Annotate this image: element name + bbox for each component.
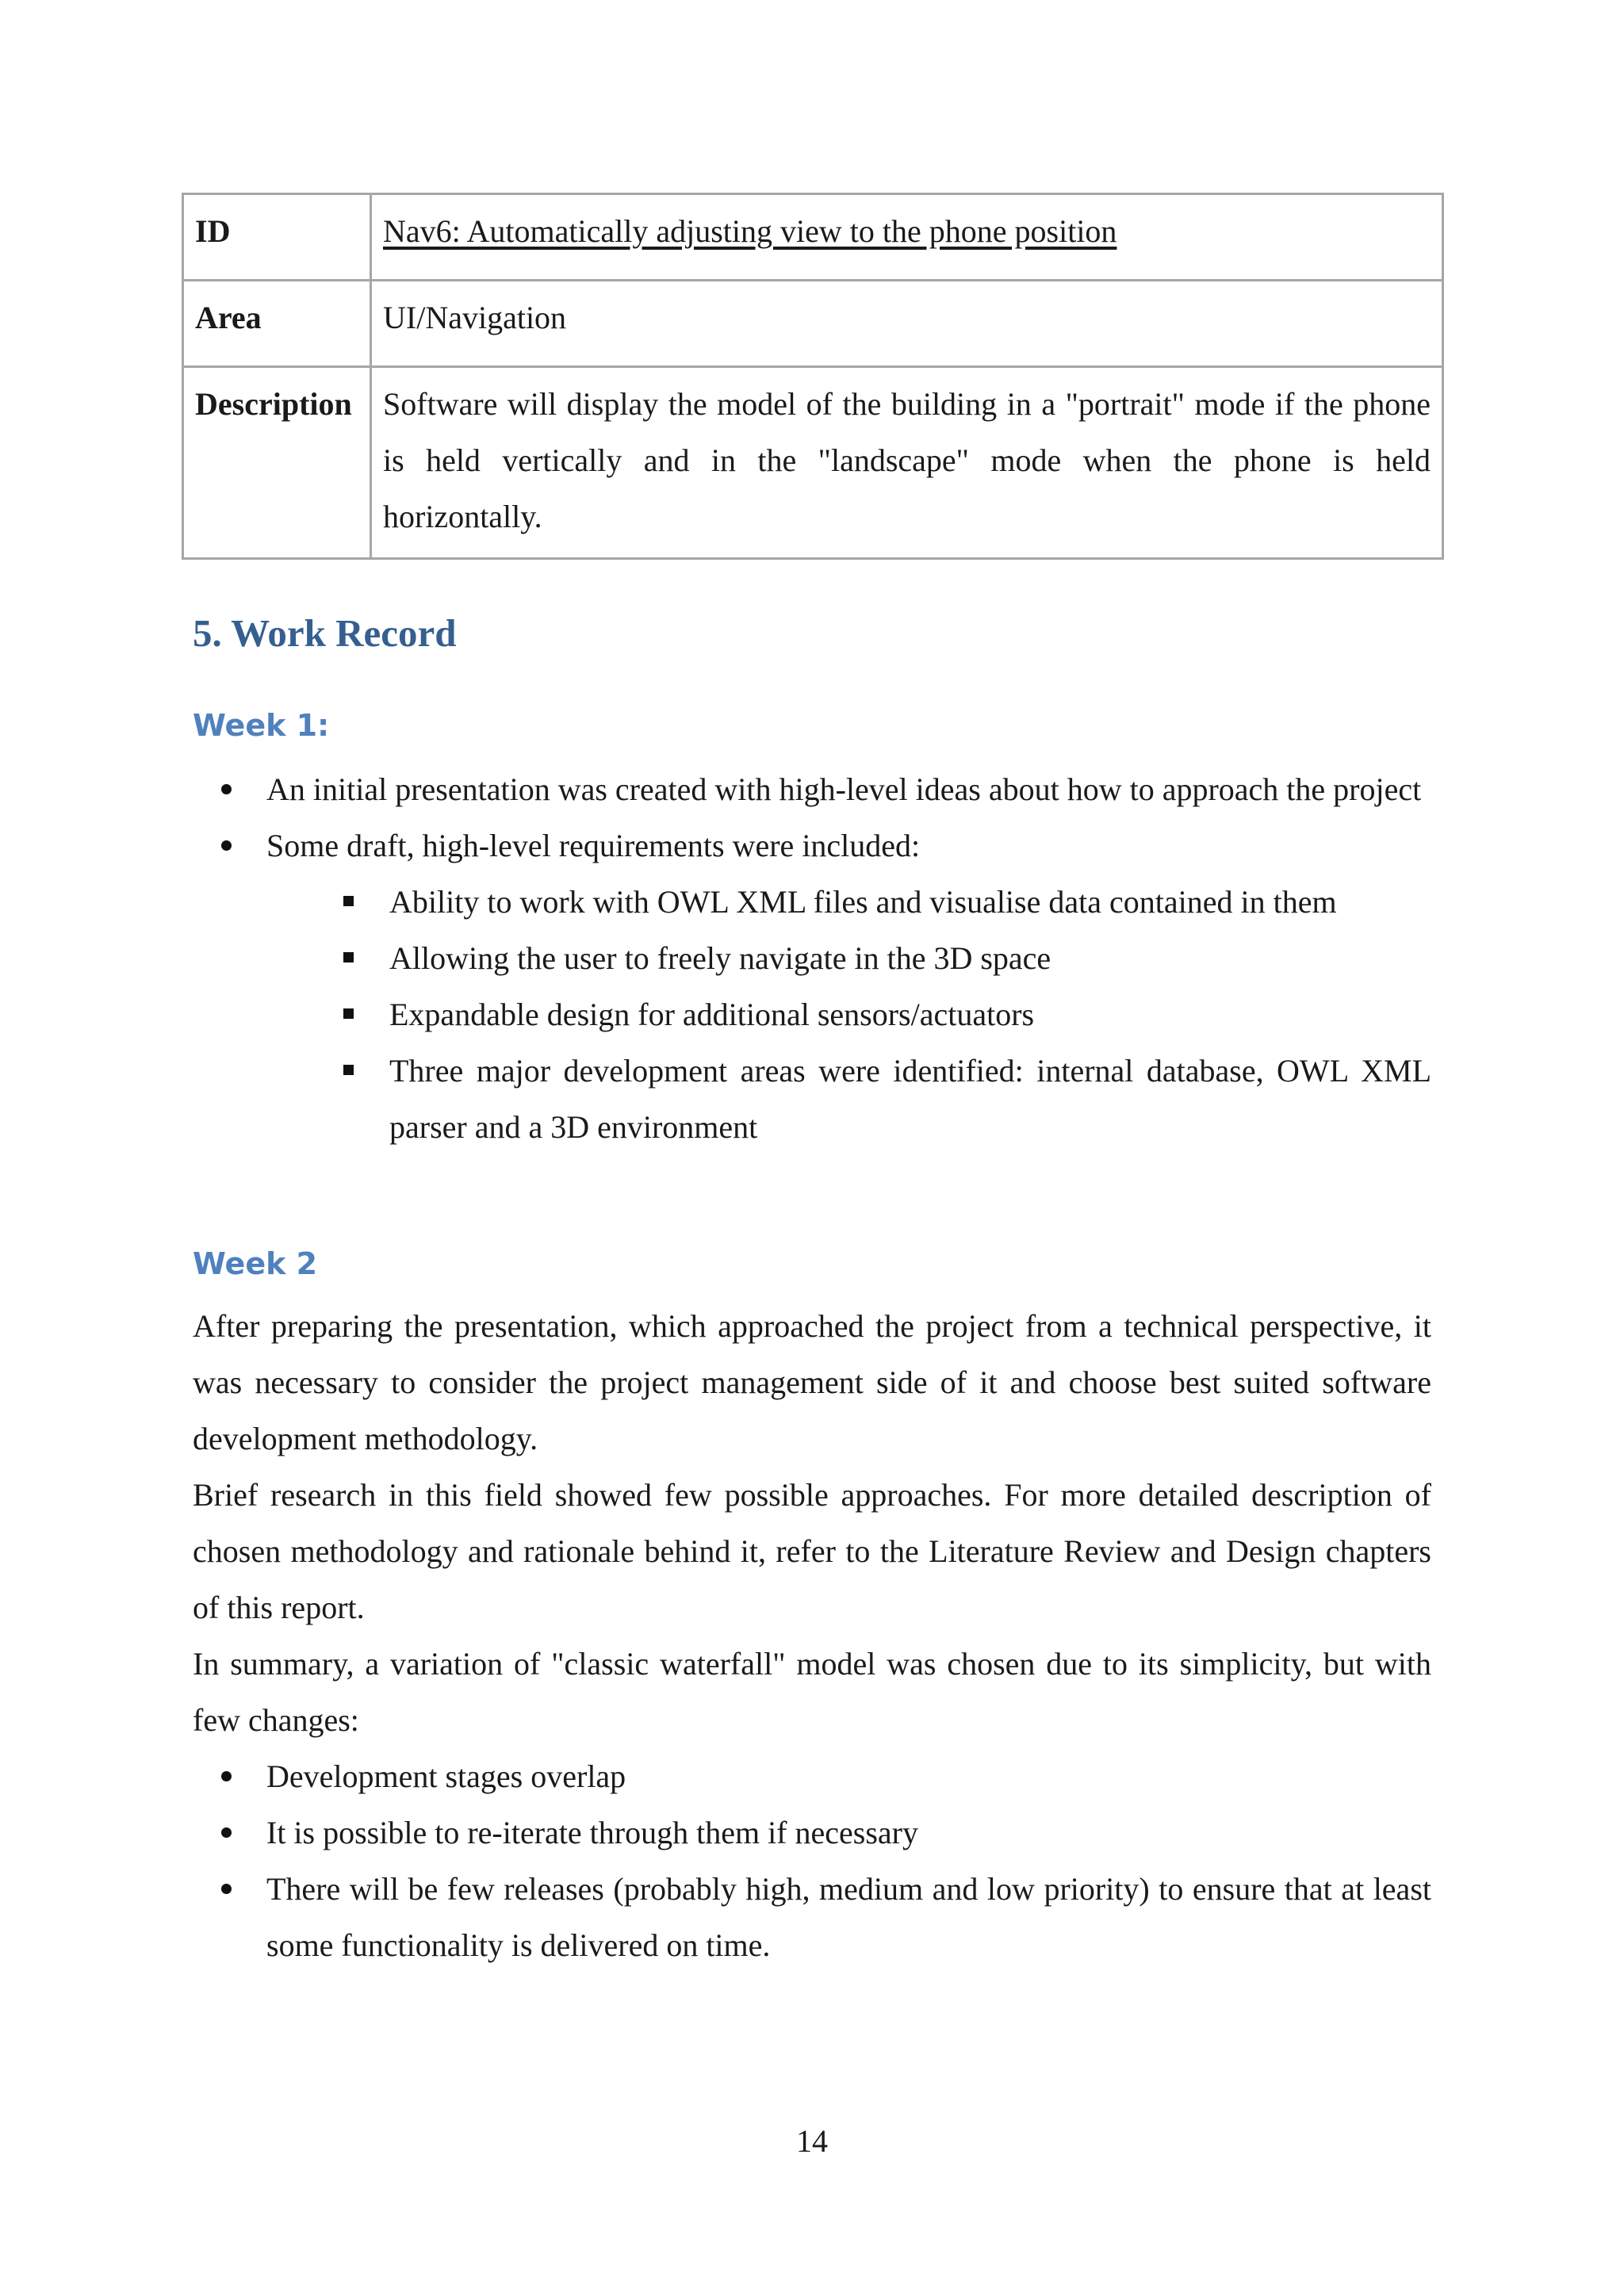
week2-bullet-text: It is possible to re-iterate through them if necessary — [266, 1815, 918, 1850]
week2-bullet-text: Development stages overlap — [266, 1758, 626, 1794]
requirement-area-row — [183, 281, 1443, 367]
list-item — [193, 1748, 1431, 1804]
week1-heading: Week 1: — [193, 708, 330, 743]
week1-sub-bullet-text: Allowing the user to freely navigate in the 3D space — [389, 940, 1051, 976]
sub-list-item — [266, 986, 1431, 1043]
sub-list-item — [266, 930, 1431, 986]
requirement-id-row — [183, 194, 1443, 281]
list-item — [193, 761, 1431, 817]
id-label: ID — [183, 194, 371, 281]
section-title: 5. Work Record — [193, 611, 457, 655]
list-item — [193, 1861, 1431, 1973]
sub-list-item — [266, 1043, 1431, 1155]
week1-bullet-text: An initial presentation was created with high-level ideas about how to approach the project — [266, 771, 1422, 807]
week2-bullet-list — [193, 1748, 1431, 1973]
week1-sub-bullet-text: Ability to work with OWL XML files and visualise data contained in them — [389, 884, 1337, 920]
week2-paragraph: After preparing the presentation, which approached the project from a technical perspective, it was necessary to consider the project management side of it and choose best suited software development methodology. — [193, 1308, 1431, 1456]
description-label: Description — [183, 367, 371, 559]
week1-sub-list — [266, 874, 1431, 1155]
week2-content — [193, 1298, 1431, 1973]
requirement-description-row — [183, 367, 1443, 559]
list-item — [193, 1804, 1431, 1861]
week1-bullet-text: Some draft, high-level requirements were included: — [266, 828, 921, 863]
week2-heading: Week 2 — [193, 1246, 318, 1281]
week1-bullet-list — [193, 761, 1431, 1155]
week2-paragraph: Brief research in this field showed few possible approaches. For more detailed description of chosen methodology and rationale behind it, refer to the Literature Review and Design chapters of this report. — [193, 1477, 1431, 1625]
requirement-id-value: Nav6: Automatically adjusting view to the phone position — [383, 213, 1117, 249]
description-value: Software will display the model of the building in a "portrait" mode if the phone is held vertically and in the "landscape" mode when the phone is held horizontally. — [371, 367, 1443, 559]
requirement-table — [182, 193, 1444, 560]
week2-bullet-text: There will be few releases (probably high, medium and low priority) to ensure that at least some functionality is delivered on time. — [266, 1871, 1431, 1963]
list-item — [193, 817, 1431, 1155]
week1-sub-bullet-text: Three major development areas were identified: internal database, OWL XML parser and a 3D environment — [389, 1053, 1431, 1145]
week1-sub-bullet-text: Expandable design for additional sensors/actuators — [389, 997, 1035, 1032]
week2-paragraph: In summary, a variation of "classic waterfall" model was chosen due to its simplicity, but with few changes: — [193, 1646, 1431, 1738]
area-value: UI/Navigation — [371, 281, 1443, 367]
sub-list-item — [266, 874, 1431, 930]
page-number: 14 — [796, 2123, 828, 2159]
area-label: Area — [183, 281, 371, 367]
id-value-cell — [371, 194, 1443, 281]
